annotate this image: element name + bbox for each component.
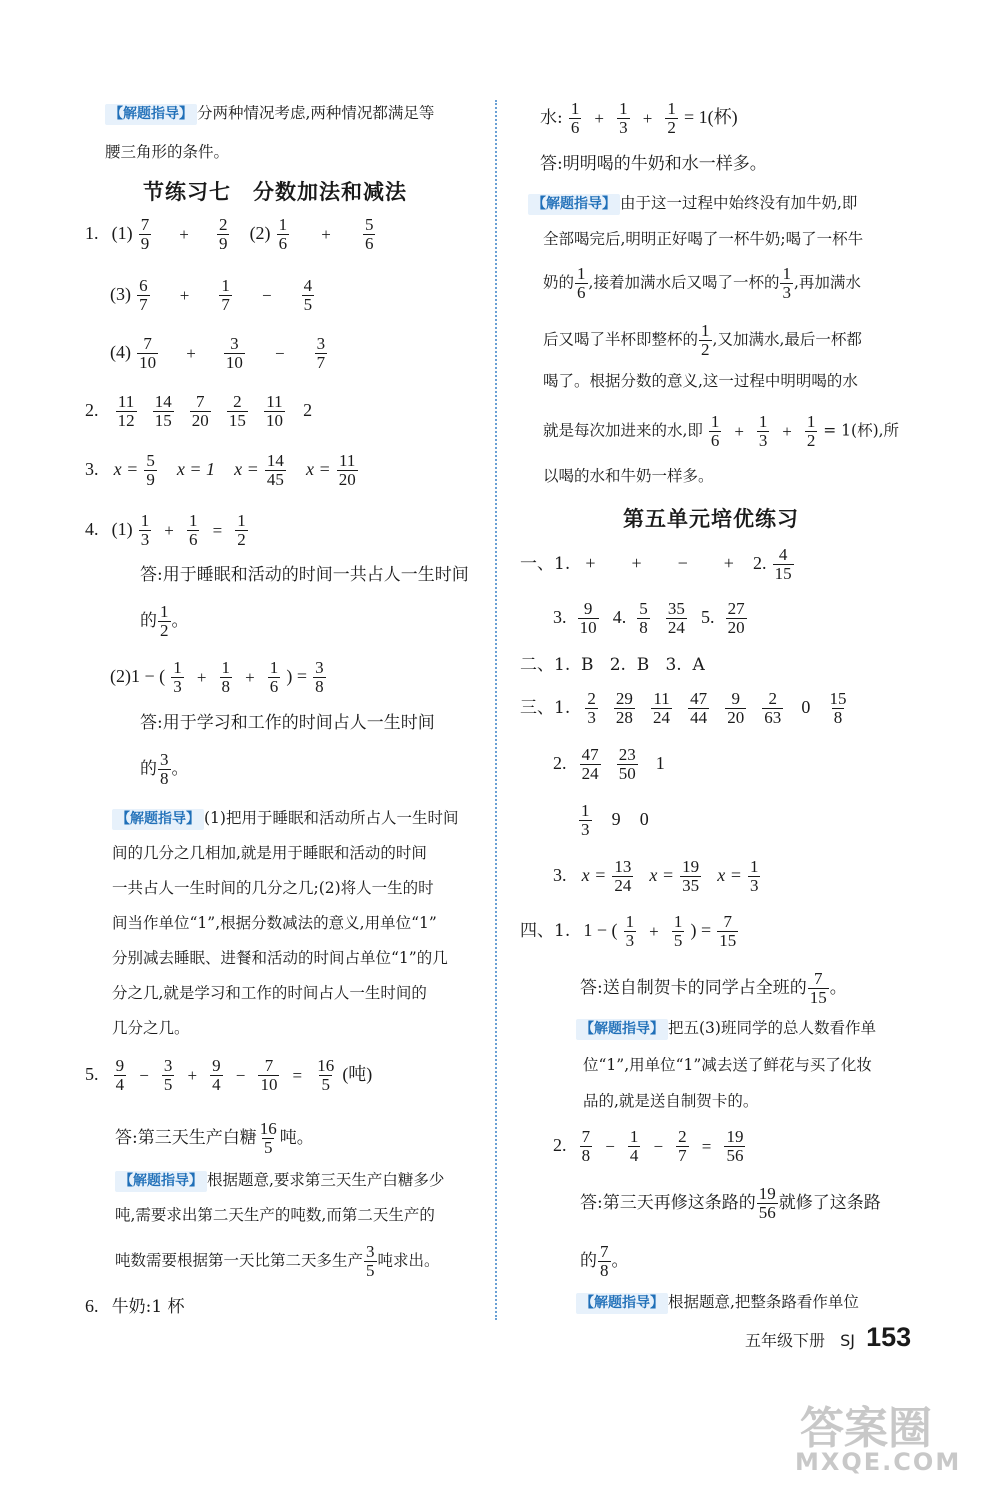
fraction: $\frac{3}{5}$ (366, 1242, 375, 1280)
s3-row2: 2. $\frac{47}{24}$ $\frac{23}{50}$ 1 (553, 745, 665, 783)
column-divider (495, 100, 497, 1320)
fraction: $\frac{1}{7}$ (221, 276, 230, 314)
intro-tip: 【解题指导】 分两种情况考虑,两种情况都满足等 (105, 103, 434, 125)
fraction: $\frac{9}{4}$ (115, 1056, 125, 1094)
q4-answer1: 答:用于睡眠和活动的时间一共占人一生时间 (140, 565, 469, 585)
q2-row: 2. $\frac{11}{12}$ $\frac{14}{15}$ $\frac{7}{20}$ $\frac{2}{15}$ $\frac{11}{10}$ 2 (85, 392, 313, 430)
fraction: $\frac{1}{2}$ (806, 412, 816, 450)
fraction: $\frac{3}{10}$ (225, 334, 243, 372)
tip3-line3: 吨数需要根据第一天比第二天多生产 $\frac{3}{5}$ 吨求出。 (115, 1242, 440, 1280)
fraction: $\frac{11}{12}$ (117, 392, 135, 430)
section-title-right: 第五单元培优练习 (623, 507, 799, 531)
page-footer (745, 1322, 911, 1353)
s4-answer2: 答:第三天再修这条路的 $\frac{19}{56}$ 就修了这条路 (580, 1184, 881, 1222)
fraction: $\frac{1}{3}$ (581, 801, 590, 839)
tip-tag: 【解题指导】 (528, 194, 620, 215)
fraction: $\frac{1}{8}$ (221, 658, 231, 696)
fraction: $\frac{15}{8}$ (829, 689, 847, 727)
right-tip-line1: 【解题指导】 由于这一过程中始终没有加牛奶,即 (528, 193, 857, 215)
fraction: $\frac{16}{5}$ (259, 1119, 277, 1157)
s4-tip-line1: 【解题指导】 把五(3)班同学的总人数看作单 (576, 1018, 876, 1040)
fraction: $\frac{7}{9}$ (140, 215, 150, 253)
fraction: $\frac{1}{3}$ (758, 412, 768, 450)
fraction: $\frac{1}{3}$ (173, 658, 182, 696)
fraction: $\frac{1}{2}$ (701, 321, 710, 359)
s4-answer1: 答:送自制贺卡的同学占全班的 $\frac{7}{15}$ 。 (580, 969, 847, 1007)
fraction: $\frac{19}{56}$ (758, 1184, 776, 1222)
fraction: $\frac{47}{44}$ (690, 689, 708, 727)
tip2-line6: 分之几,就是学习和工作的时间占人一生时间的 (112, 984, 427, 1002)
s1-row1: 一、1. + + − + 2. $\frac{4}{15}$ (520, 545, 792, 583)
fraction: $\frac{4}{15}$ (774, 545, 792, 583)
q4-answer1-line2: 的 $\frac{1}{2}$ 。 (140, 602, 189, 640)
fraction: $\frac{3}{8}$ (160, 750, 169, 788)
fraction: $\frac{9}{4}$ (212, 1056, 221, 1094)
tip3-line2: 吨,需要求出第二天生产的吨数,而第二天生产的 (115, 1206, 435, 1224)
watermark-url: MXQE.COM (795, 1448, 962, 1476)
q3-row: 3. x = $\frac{5}{9}$ x = 1 x = $\frac{14}{45}$ x = $\frac{11}{20}$ (85, 451, 356, 489)
watermark-logo: 答案圈 (800, 1403, 932, 1454)
tip2-line4: 间当作单位“1”,根据分数减法的意义,用单位“1” (112, 914, 437, 932)
right-tip-line4: 后又喝了半杯即整杯的 $\frac{1}{2}$ ,又加满水,最后一杯都 (543, 321, 862, 359)
fraction: $\frac{9}{10}$ (579, 599, 597, 637)
tip-tag: 【解题指导】 (105, 104, 197, 125)
s2-row: 二、1. B 2. B 3. A (520, 655, 705, 675)
fraction: $\frac{2}{63}$ (764, 689, 782, 727)
fraction: $\frac{7}{15}$ (809, 969, 827, 1007)
q5-row: 5. $\frac{9}{4}$ − $\frac{3}{5}$ + $\frac{9}{4}$ − $\frac{7}{10}$ = $\frac{16}{5}$ (吨) (85, 1056, 373, 1094)
q4-part1: 4. (1) $\frac{1}{3}$ + $\frac{1}{6}$ = $\frac{1}{2}$ (85, 511, 246, 549)
fraction: $\frac{4}{5}$ (303, 276, 313, 314)
section-title-left: 节练习七 分数加法和减法 (143, 180, 407, 204)
s3-row2b: $\frac{1}{3}$ 9 0 (581, 801, 649, 839)
s4-tip-line3: 品的,就是送自制贺卡的。 (583, 1092, 759, 1110)
s4-tip2: 【解题指导】 根据题意,把整条路看作单位 (576, 1292, 859, 1314)
fraction: $\frac{19}{35}$ (682, 857, 700, 895)
right-tip-line5: 喝了。根据分数的意义,这一过程中明明喝的水 (543, 372, 858, 390)
fraction: $\frac{1}{6}$ (570, 99, 580, 137)
s4-row2: 2. $\frac{7}{8}$ − $\frac{1}{4}$ − $\frac{2}{7}$ = $\frac{19}{56}$ (553, 1127, 744, 1165)
fraction: $\frac{16}{5}$ (317, 1056, 335, 1094)
fraction: $\frac{2}{9}$ (218, 215, 228, 253)
tip2-line2: 间的几分之几相加,就是用于睡眠和活动的时间 (112, 844, 427, 862)
q4-answer2-line2: 的 $\frac{3}{8}$ 。 (140, 750, 189, 788)
fraction: $\frac{2}{15}$ (228, 392, 246, 430)
fraction: $\frac{7}{8}$ (600, 1242, 609, 1280)
fraction: $\frac{1}{6}$ (188, 511, 198, 549)
fraction: $\frac{1}{6}$ (710, 412, 720, 450)
fraction: $\frac{1}{6}$ (577, 264, 586, 302)
right-tip-line3: 奶的 $\frac{1}{6}$ ,接着加满水后又喝了一杯的 $\frac{1}{3}$ ,再加满水 (543, 264, 861, 302)
fraction: $\frac{5}{9}$ (146, 451, 155, 489)
q5-answer: 答:第三天生产白糖 $\frac{16}{5}$ 吨。 (115, 1119, 314, 1157)
q4-part2: (2)1 − ( $\frac{1}{3}$ + $\frac{1}{8}$ + $\frac{1}{6}$ ) = $\frac{3}{8}$ (110, 658, 324, 696)
fraction: $\frac{2}{7}$ (678, 1127, 687, 1165)
fraction: $\frac{1}{3}$ (625, 912, 635, 950)
fraction: $\frac{5}{8}$ (639, 599, 648, 637)
q1-row1: 1. (1) $\frac{7}{9}$ + $\frac{2}{9}$ (2) $\frac{1}{6}$ + $\frac{5}{6}$ (85, 215, 374, 253)
fraction: $\frac{1}{2}$ (667, 99, 676, 137)
fraction: $\frac{14}{15}$ (154, 392, 172, 430)
fraction: $\frac{7}{10}$ (260, 1056, 278, 1094)
tip2-line3: 一共占人一生时间的几分之几;(2)将人一生的时 (112, 879, 434, 897)
water-answer: 答:明明喝的牛奶和水一样多。 (540, 154, 767, 174)
fraction: $\frac{3}{8}$ (315, 658, 324, 696)
tip3-line1: 【解题指导】 根据题意,要求第三天生产白糖多少 (115, 1170, 444, 1192)
fraction: $\frac{1}{6}$ (278, 215, 288, 253)
fraction: $\frac{1}{6}$ (269, 658, 279, 696)
fraction: $\frac{29}{28}$ (615, 689, 633, 727)
fraction: $\frac{11}{10}$ (265, 392, 283, 430)
tip-tag: 【解题指导】 (115, 1171, 207, 1192)
s1-row2: 3. $\frac{9}{10}$ 4. $\frac{5}{8}$ $\frac{35}{24}$ 5. $\frac{27}{20}$ (553, 599, 745, 637)
fraction: $\frac{19}{56}$ (726, 1127, 744, 1165)
right-tip-line2: 全部喝完后,明明正好喝了一杯牛奶;喝了一杯牛 (543, 230, 864, 248)
tip2-line7: 几分之几。 (112, 1019, 190, 1037)
fraction: $\frac{7}{8}$ (581, 1127, 591, 1165)
fraction: $\frac{6}{7}$ (139, 276, 148, 314)
s4-row1: 四、1. 1 − ( $\frac{1}{3}$ + $\frac{1}{5}$ ) = $\frac{7}{15}$ (520, 912, 737, 950)
q6-row: 6. 牛奶:1 杯 (85, 1296, 185, 1317)
tip-tag: 【解题指导】 (112, 809, 204, 830)
fraction: $\frac{7}{20}$ (191, 392, 209, 430)
s3-row3: 3. x = $\frac{13}{24}$ x = $\frac{19}{35}$ x = $\frac{1}{3}$ (553, 857, 759, 895)
fraction: $\frac{3}{5}$ (163, 1056, 173, 1094)
fraction: $\frac{2}{3}$ (587, 689, 596, 727)
fraction: $\frac{14}{45}$ (266, 451, 284, 489)
page-number: 153 (866, 1322, 912, 1352)
fraction: $\frac{13}{24}$ (614, 857, 632, 895)
s4-answer2-line2: 的 $\frac{7}{8}$ 。 (580, 1242, 629, 1280)
fraction: $\frac{35}{24}$ (667, 599, 685, 637)
q4-answer2: 答:用于学习和工作的时间占人一生时间 (140, 713, 435, 733)
s4-tip-line2: 位“1”,用单位“1”减去送了鲜花与买了化妆 (583, 1056, 872, 1074)
fraction: $\frac{1}{3}$ (782, 264, 791, 302)
fraction: $\frac{1}{3}$ (749, 857, 759, 895)
fraction: $\frac{7}{10}$ (139, 334, 157, 372)
fraction: $\frac{7}{15}$ (719, 912, 737, 950)
water-row: 水: $\frac{1}{6}$ + $\frac{1}{3}$ + $\frac{1}{2}$ = 1(杯) (540, 99, 738, 137)
tip-tag: 【解题指导】 (576, 1293, 668, 1314)
fraction: $\frac{1}{5}$ (673, 912, 683, 950)
fraction: $\frac{11}{20}$ (338, 451, 356, 489)
fraction: $\frac{1}{3}$ (140, 511, 150, 549)
q1-row2: (3) $\frac{6}{7}$ + $\frac{1}{7}$ − $\frac{4}{5}$ (110, 276, 313, 314)
fraction: $\frac{1}{2}$ (160, 602, 169, 640)
fraction: $\frac{47}{24}$ (581, 745, 599, 783)
fraction: $\frac{27}{20}$ (727, 599, 745, 637)
grade-label: 五年级下册 (745, 1331, 826, 1350)
right-tip-line7: 以喝的水和牛奶一样多。 (543, 467, 714, 485)
tip-tag: 【解题指导】 (576, 1019, 668, 1040)
fraction: $\frac{11}{24}$ (653, 689, 671, 727)
edition-code: SJ (840, 1331, 855, 1350)
s3-row1: 三、1. $\frac{2}{3}$ $\frac{29}{28}$ $\frac{11}{24}$ $\frac{47}{44}$ $\frac{9}{20}$ $\frac{2}{63}$ 0 $\frac{15}{8}$ (520, 689, 847, 727)
fraction: $\frac{9}{20}$ (727, 689, 745, 727)
fraction: $\frac{1}{2}$ (237, 511, 246, 549)
fraction: $\frac{5}{6}$ (364, 215, 374, 253)
right-tip-line6: 就是每次加进来的水,即 $\frac{1}{6}$ + $\frac{1}{3}$ + $\frac{1}{2}$ = 1(杯),所 (543, 412, 900, 450)
intro-tip-line2: 腰三角形的条件。 (105, 143, 230, 161)
fraction: $\frac{1}{4}$ (629, 1127, 639, 1165)
fraction: $\frac{1}{3}$ (619, 99, 628, 137)
q1-row3: (4) $\frac{7}{10}$ + $\frac{3}{10}$ − $\frac{3}{7}$ (110, 334, 326, 372)
fraction: $\frac{3}{7}$ (316, 334, 326, 372)
fraction: $\frac{23}{50}$ (618, 745, 636, 783)
tip2-line1: 【解题指导】 (1)把用于睡眠和活动所占人一生时间 (112, 808, 458, 830)
tip2-line5: 分别减去睡眠、进餐和活动的时间占单位“1”的几 (112, 949, 448, 967)
